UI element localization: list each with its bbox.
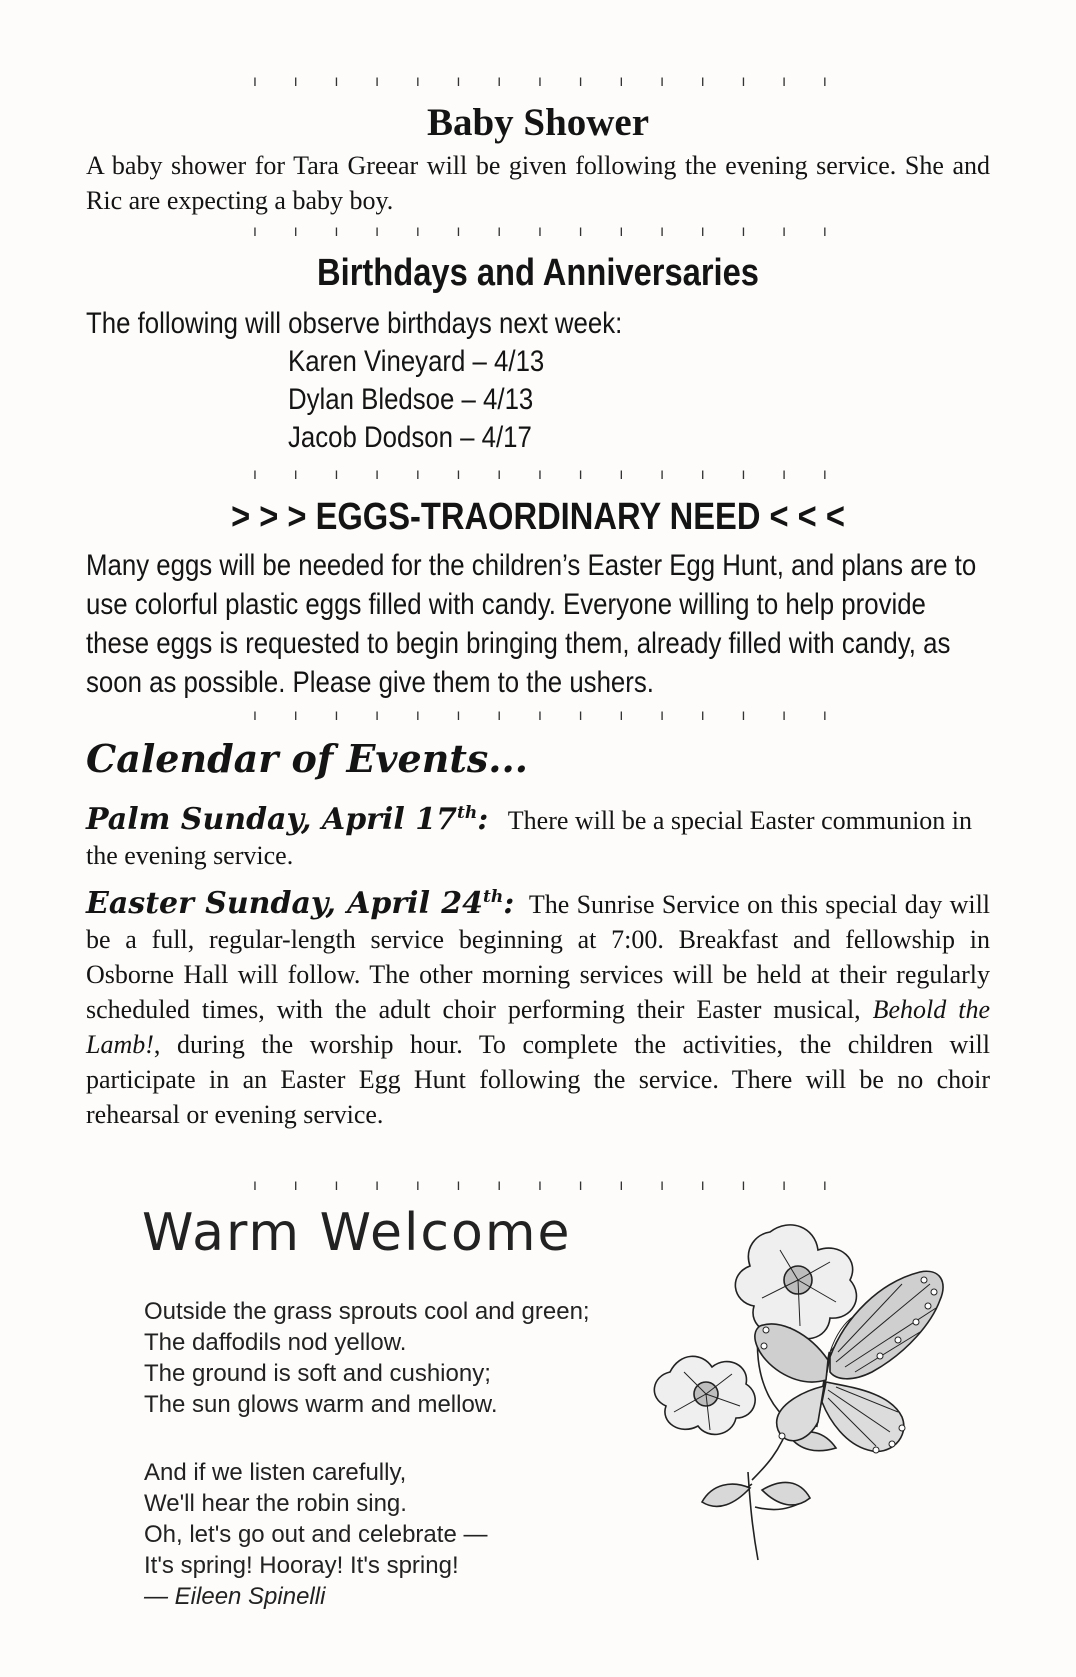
divider-mark: ı	[252, 72, 258, 90]
poem-stanza-1	[144, 1296, 590, 1420]
calendar-title: Calendar of Events...	[86, 736, 528, 781]
birthdays-title: Birthdays and Anniversaries	[317, 252, 759, 294]
divider-mark: ı	[741, 72, 746, 90]
poem-author: — Eileen Spinelli	[144, 1583, 326, 1610]
easter-sunday-text: The Sunrise Service on this special day will be a full, regular-length service beginning at 7:00. Breakfast and fellowship in Osborne Hall will follow. The other morning services will be held at their regularly scheduled times, with the adult choir performing their Easter musical,	[86, 890, 991, 1024]
divider-mark: ı	[293, 72, 298, 90]
divider-mark: ı	[782, 72, 787, 90]
easter-sunday-text-end: , during the worship hour. To complete the activities, the children will participate in an Easter Egg Hunt following the service. There will be no choir rehearsal or evening service.	[86, 1030, 990, 1129]
poem-line: The sun glows warm and mellow.	[144, 1391, 498, 1418]
divider-mark: ı	[619, 72, 624, 90]
birthday-entry: Dylan Bledsoe – 4/13	[288, 383, 534, 416]
birthdays-intro: The following will observe birthdays next week:	[86, 307, 623, 340]
easter-sunday-entry	[86, 880, 990, 1132]
divider-mark: ı	[578, 72, 583, 90]
divider: ı ı ı ı ı ı ı ı ı ı ı ı ı ı ı	[252, 465, 827, 483]
divider: ı ı ı ı ı ı ı ı ı ı ı ı ı ı ı	[252, 706, 827, 724]
divider-mark: ı	[415, 72, 420, 90]
poem-line: We'll hear the robin sing.	[144, 1490, 407, 1517]
divider-mark: ı	[822, 72, 827, 90]
baby-shower-text: A baby shower for Tara Greear will be given following the evening service. She and Ric are expecting a baby boy.	[86, 151, 990, 215]
poem-stanza-2	[144, 1457, 487, 1612]
birthday-entry: Karen Vineyard – 4/13	[288, 345, 545, 378]
divider-mark: ı	[497, 72, 502, 90]
divider-mark: ı	[456, 72, 461, 90]
palm-sunday-entry	[86, 796, 990, 873]
eggs-title: > > > EGGS-TRAORDINARY NEED < < <	[231, 496, 845, 538]
warm-welcome-title: Warm Welcome	[142, 1203, 572, 1263]
poem-line: Outside the grass sprouts cool and green;	[144, 1298, 590, 1325]
palm-sunday-text: There will be a special Easter communion in the evening service.	[86, 806, 973, 870]
divider: ı ı ı ı ı ı ı ı ı ı ı ı ı ı ı	[252, 222, 827, 240]
birthday-entry: Jacob Dodson – 4/17	[288, 421, 532, 454]
poem-line: It's spring! Hooray! It's spring!	[144, 1552, 459, 1579]
divider	[250, 72, 830, 92]
poem-line: The daffodils nod yellow.	[144, 1329, 407, 1356]
poem-line: And if we listen carefully,	[144, 1459, 407, 1486]
poem-line: Oh, let's go out and celebrate —	[144, 1521, 488, 1548]
eggs-text: Many eggs will be needed for the children’s Easter Egg Hunt, and plans are to use colorful plastic eggs filled with candy. Everyone willing to help provide these eggs is requested to begin bringing them, already filled with candy, as soon as possible. Please give them to the ushers.	[86, 549, 977, 699]
palm-sunday-heading: Palm Sunday, April 17th:	[86, 802, 489, 837]
easter-sunday-heading: Easter Sunday, April 24th:	[86, 886, 515, 921]
divider-mark: ı	[375, 72, 380, 90]
divider-mark: ı	[659, 72, 665, 90]
butterfly-on-flowers-icon	[640, 1222, 960, 1562]
divider-mark: ı	[700, 72, 705, 90]
divider-mark: ı	[334, 72, 339, 90]
musical-title: Behold the Lamb!	[86, 995, 990, 1059]
divider-mark: ı	[537, 72, 542, 90]
divider: ı ı ı ı ı ı ı ı ı ı ı ı ı ı ı	[252, 1176, 827, 1194]
baby-shower-title: Baby Shower	[426, 101, 650, 144]
poem-line: The ground is soft and cushiony;	[144, 1360, 491, 1387]
